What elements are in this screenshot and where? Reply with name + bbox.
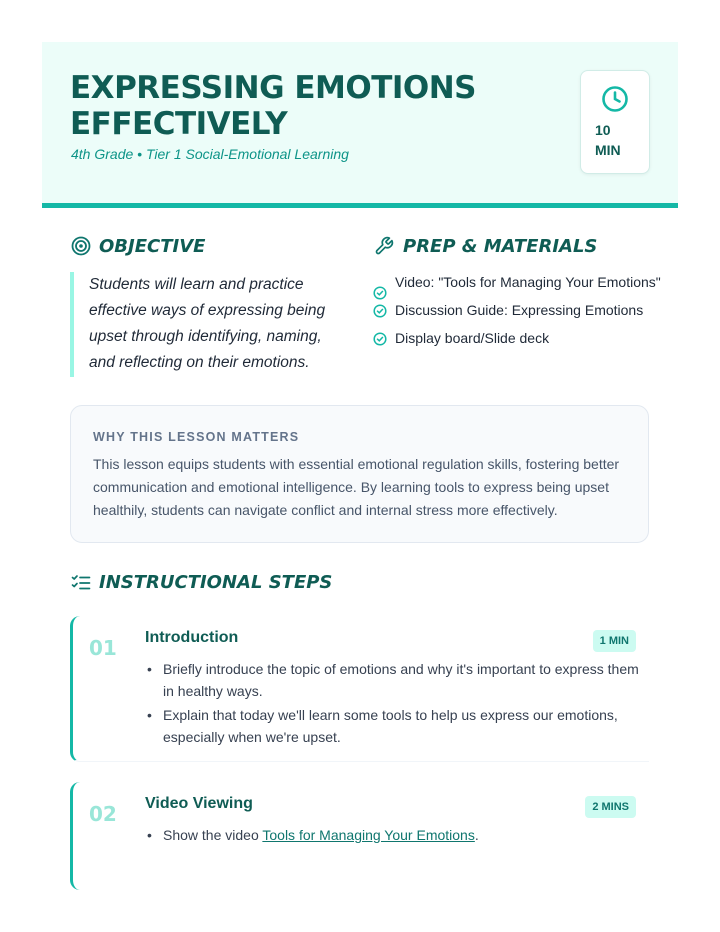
step-bullets (163, 658, 643, 750)
step-duration-badge: 1 MIN (593, 630, 636, 652)
duration-card (580, 70, 650, 174)
checklist-icon (71, 574, 91, 592)
target-icon (71, 236, 91, 256)
materials-item-label: Display board/Slide deck (395, 330, 550, 346)
lesson-subtitle: 4th Grade • Tier 1 Social-Emotional Learning (71, 146, 349, 162)
step-bullet-suffix: . (474, 827, 479, 843)
step-bullet-text: Show the video (163, 827, 263, 843)
step-title: Introduction (145, 629, 239, 646)
step-duration-badge: 2 MINS (585, 796, 636, 818)
objective-heading: OBJECTIVE (99, 236, 206, 257)
check-circle-icon (373, 286, 387, 300)
step-bullet: • Briefly introduce the topic of emotions and why it's important to express them in healthy ways. (163, 658, 643, 702)
why-text: This lesson equips students with essential emotional regulation skills, fostering better communication and emotional intelligence. By learning tools to express being upset healthily, students can navigate conflict and internal stress more effectively. (93, 456, 620, 518)
step-card (70, 616, 649, 762)
materials-list (373, 272, 663, 356)
step-number: 02 (89, 802, 117, 826)
step-card (70, 782, 649, 890)
check-circle-icon (373, 332, 387, 346)
step-title: Video Viewing (145, 795, 253, 812)
materials-heading: PREP & MATERIALS (403, 236, 598, 257)
objective-box (70, 272, 340, 377)
step-bullet: • Explain that today we'll learn some tools to help us express our emotions, especially when we're upset. (163, 704, 643, 748)
steps-heading: INSTRUCTIONAL STEPS (99, 572, 333, 593)
materials-item (373, 328, 663, 349)
why-heading: WHY THIS LESSON MATTERS (93, 430, 300, 444)
materials-item (373, 272, 663, 293)
materials-item (373, 300, 663, 321)
step-number: 01 (89, 636, 117, 660)
why-box (70, 405, 649, 543)
objective-text: Students will learn and practice effective ways of expressing being upset through identifying, naming, and reflecting on their emotions. (89, 276, 326, 371)
step-bullets (163, 824, 643, 848)
video-link[interactable]: Tools for Managing Your Emotions (262, 827, 475, 843)
materials-item-label: Discussion Guide: Expressing Emotions (395, 302, 644, 318)
wrench-icon (374, 236, 394, 256)
lesson-title: EXPRESSING EMOTIONS EFFECTIVELY (70, 70, 477, 142)
check-circle-icon (373, 304, 387, 318)
lesson-header (42, 42, 678, 208)
materials-item-label: Video: "Tools for Managing Your Emotions" (395, 274, 661, 290)
duration-number: 10 (595, 122, 611, 138)
duration-unit: MIN (595, 142, 621, 158)
step-bullet (163, 824, 643, 846)
clock-icon (601, 85, 629, 113)
